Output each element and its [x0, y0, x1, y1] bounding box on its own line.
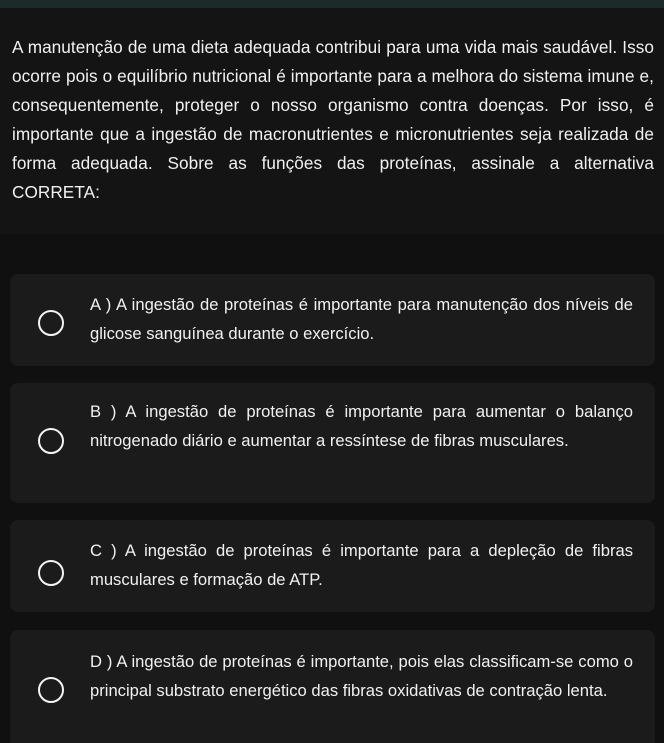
- radio-circle-icon[interactable]: [38, 310, 64, 336]
- option-a[interactable]: [10, 274, 655, 366]
- question-text: A manutenção de uma dieta adequada contribui para uma vida mais saudável. Isso ocorre pois o equilíbrio nutricional é importante para a melhora do sistema imune e, consequentemente, proteger o nosso organismo contra doenças. Por isso, é importante que a ingestão de macronutrientes e micronutrientes seja realizada de forma adequada. Sobre as funções das proteínas, assinale a alternativa CORRETA:: [12, 37, 654, 202]
- option-a-content: [90, 290, 633, 348]
- top-bar: [0, 0, 664, 8]
- option-text: A ingestão de proteínas é importante para aumentar o balanço nitrogenado diário e aumentar a ressíntese de fibras musculares.: [90, 402, 633, 450]
- radio-circle-icon[interactable]: [38, 560, 64, 586]
- option-letter: D ): [90, 652, 113, 671]
- option-d-content: [90, 647, 633, 705]
- radio-circle-icon[interactable]: [38, 428, 64, 454]
- option-b-content: [90, 397, 633, 455]
- option-b[interactable]: [10, 383, 655, 503]
- radio-circle-icon[interactable]: [38, 677, 64, 703]
- option-letter: C ): [90, 541, 117, 560]
- question-card: [0, 8, 664, 234]
- option-letter: A ): [90, 295, 112, 314]
- option-text: A ingestão de proteínas é importante para a depleção de fibras musculares e formação de ATP.: [90, 541, 634, 589]
- option-d[interactable]: [10, 630, 655, 743]
- option-letter: B ): [90, 402, 117, 421]
- option-c[interactable]: [10, 520, 655, 612]
- option-c-content: [90, 536, 633, 594]
- option-text: A ingestão de proteínas é importante para manutenção dos níveis de glicose sanguínea durante o exercício.: [90, 295, 633, 343]
- option-text: A ingestão de proteínas é importante, pois elas classificam-se como o principal substrato energético das fibras oxidativas de contração lenta.: [90, 652, 633, 700]
